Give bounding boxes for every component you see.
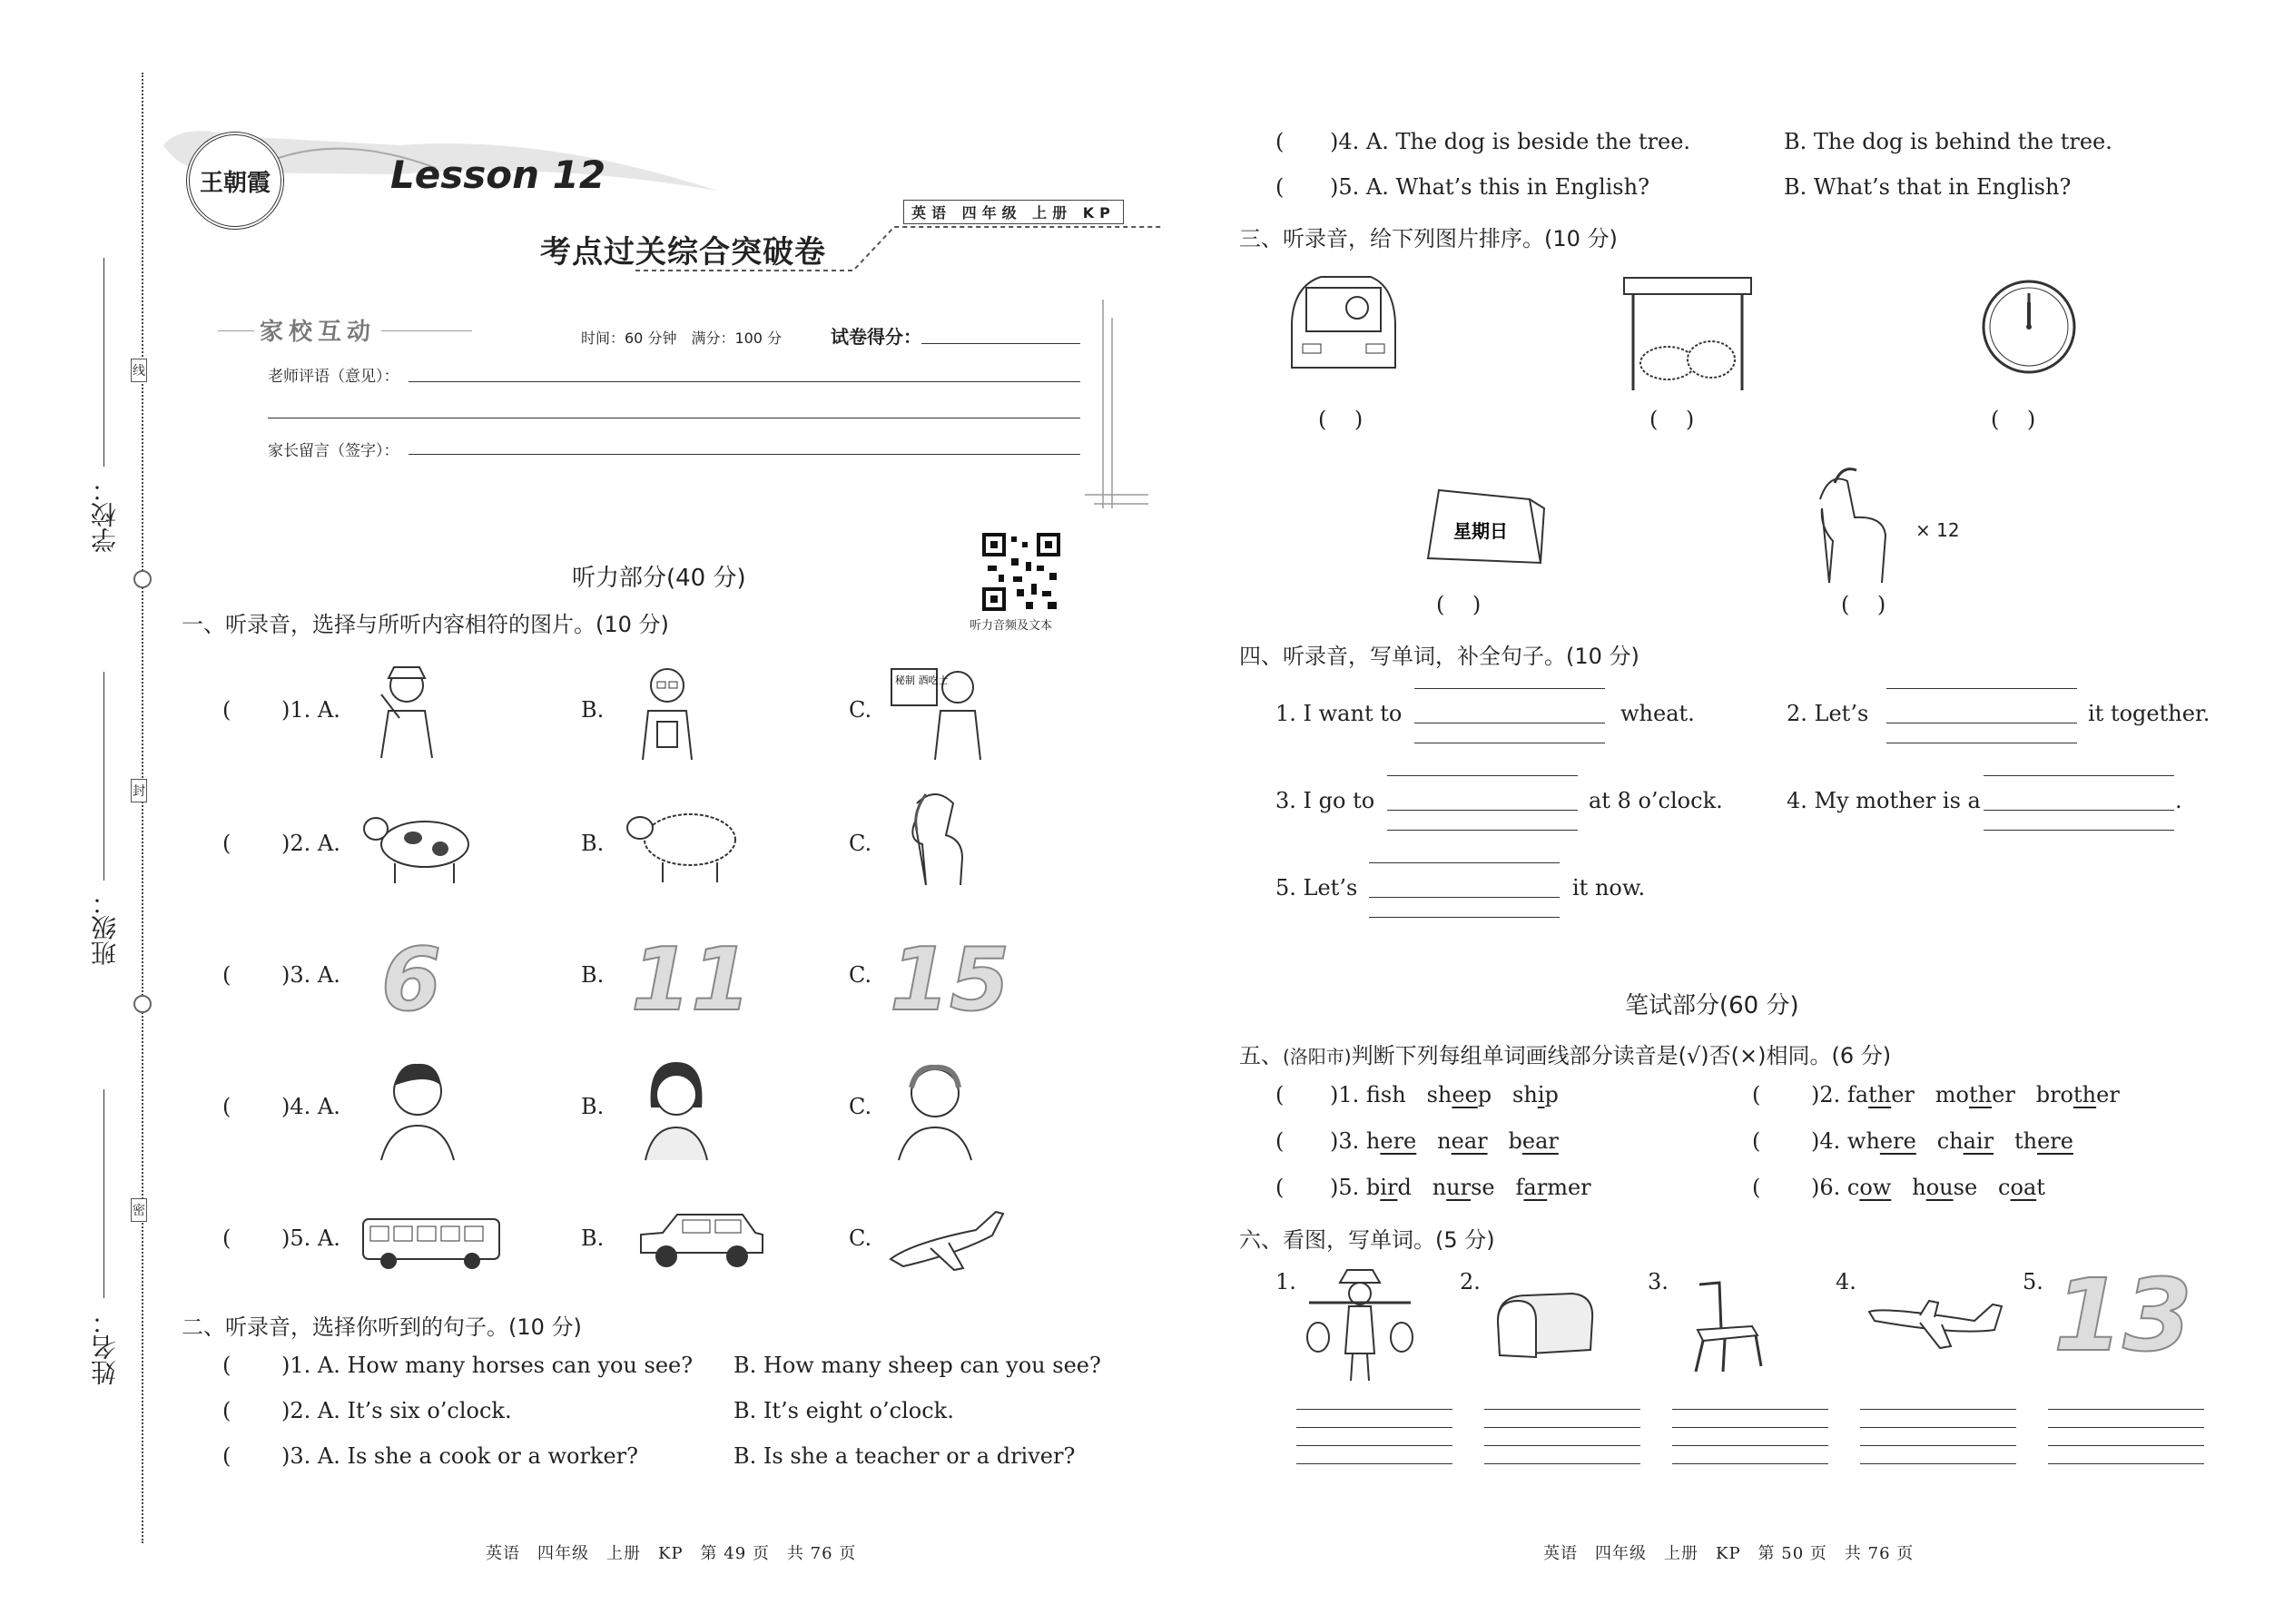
s3-blank-1[interactable]: ( ) — [1318, 407, 1364, 432]
s4-q5-post: it now. — [1572, 875, 1646, 901]
s4-q2-writing-line-1[interactable] — [1886, 688, 2077, 689]
s4-q1-post: wheat. — [1620, 701, 1695, 726]
s4-q5-writing-line-1[interactable] — [1369, 862, 1560, 863]
number-11-image: 11 — [631, 930, 752, 1030]
s2-q2-b[interactable]: B. It’s eight o’clock. — [733, 1398, 954, 1423]
s1-q3-c: C. — [849, 962, 872, 988]
farmer-image — [1305, 1266, 1414, 1384]
s4-q2-pre: 2. Let’s — [1787, 701, 1869, 726]
binding-dotted-line — [142, 73, 143, 1543]
woman-image — [631, 1053, 722, 1162]
teacher-image — [890, 658, 989, 763]
word: where — [1846, 1128, 1916, 1154]
teacher-comment-label: 老师评语（意见）： — [268, 368, 399, 386]
s2-q3-a[interactable]: )3. A. Is she a cook or a worker? — [281, 1443, 638, 1469]
s1-q3-b: B. — [581, 962, 605, 988]
name-label: 姓名： — [90, 1309, 120, 1385]
parent-note-field[interactable] — [409, 454, 1080, 455]
s2-q1-b[interactable]: B. How many sheep can you see? — [733, 1353, 1101, 1378]
subject-meta: 英语 四年级 上册 KP — [903, 200, 1124, 224]
s1-q5-b: B. — [581, 1225, 605, 1251]
s6-q2-line-3[interactable] — [1484, 1445, 1640, 1446]
s5-city: (洛阳市) — [1283, 1046, 1352, 1068]
calendar-image — [1421, 481, 1548, 567]
writing-title: 笔试部分(60 分) — [1625, 992, 1799, 1019]
s6-q1-line-2[interactable] — [1296, 1427, 1452, 1428]
s4-q3-post: at 8 o’clock. — [1589, 788, 1723, 813]
goat-count: × 12 — [1915, 519, 1960, 541]
airplane-image — [1866, 1284, 2011, 1357]
s6-q1-line-4[interactable] — [1296, 1463, 1452, 1464]
s5-q2 — [1811, 1082, 2120, 1107]
s3-blank-2[interactable]: ( ) — [1649, 407, 1695, 432]
s5-q1 — [1330, 1082, 1559, 1107]
bread-image — [1491, 1284, 1600, 1366]
s1-q1-bracket[interactable]: ( — [222, 697, 231, 723]
word: mother — [1935, 1082, 2015, 1107]
word: father — [1846, 1082, 1915, 1107]
s2-q5-a[interactable]: )5. A. What’s this in English? — [1330, 174, 1649, 200]
s6-q1-line-1[interactable] — [1296, 1409, 1452, 1410]
word: brother — [2035, 1082, 2120, 1107]
qr-caption: 听力音频及文本 — [970, 619, 1053, 633]
s6-q4-num: 4. — [1836, 1269, 1856, 1294]
s1-title: 一、听录音，选择与所听内容相符的图片。(10 分) — [182, 612, 669, 637]
number-6-image: 6 — [381, 930, 442, 1030]
word: farmer — [1515, 1175, 1591, 1200]
s6-q5-num: 5. — [2023, 1269, 2043, 1294]
binding-circle-1 — [133, 570, 152, 588]
s1-q1-c: C. — [849, 697, 872, 723]
s2-q1-bracket[interactable]: ( — [222, 1353, 231, 1378]
s5-q5 — [1330, 1175, 1591, 1200]
s4-q3-writing-line-2[interactable] — [1387, 810, 1578, 811]
word: cow — [1846, 1175, 1892, 1200]
parent-note-label: 家长留言（签字）： — [268, 442, 399, 460]
s1-q3-bracket[interactable]: ( — [222, 962, 231, 988]
chair-image — [1679, 1275, 1770, 1375]
word: near — [1437, 1128, 1488, 1154]
s4-q3-writing-line-3[interactable] — [1387, 830, 1578, 831]
s5-q2-num: )2. — [1811, 1082, 1841, 1107]
s3-blank-5[interactable]: ( ) — [1841, 592, 1886, 617]
s6-q5-line-1[interactable] — [2048, 1409, 2204, 1410]
nurse-image — [363, 658, 445, 763]
word: bird — [1365, 1175, 1412, 1200]
exam-subtitle: 考点过关综合突破卷 — [540, 234, 826, 271]
s4-q4-pre: 4. My mother is a — [1787, 788, 1981, 813]
s2-q4-bracket[interactable]: ( — [1275, 129, 1285, 154]
s4-q1-pre: 1. I want to — [1275, 701, 1403, 726]
name-field[interactable] — [103, 1089, 104, 1298]
word: fsh — [1365, 1082, 1406, 1107]
s4-q5-writing-line-2[interactable] — [1369, 897, 1560, 898]
s5-title-text: 判断下列每组单词画线部分读音是(√)否(×)相同。(6 分) — [1351, 1043, 1892, 1068]
word: sheep — [1426, 1082, 1492, 1107]
s6-q3-line-4[interactable] — [1672, 1463, 1828, 1464]
brand-logo — [186, 132, 284, 230]
horse-image — [890, 785, 980, 890]
s6-q4-line-4[interactable] — [1860, 1463, 2016, 1464]
car-driver-image — [1285, 268, 1403, 377]
s1-q4-b: B. — [581, 1094, 605, 1119]
home-school-title: 家校互动 — [254, 313, 381, 347]
number-15-image: 15 — [890, 930, 1010, 1030]
s1-q4-num: )4. A. — [281, 1094, 340, 1119]
binding-tag-line: 线 — [131, 359, 147, 382]
s2-q2-a[interactable]: )2. A. It’s six o’clock. — [281, 1398, 512, 1423]
s6-q1-num: 1. — [1275, 1269, 1296, 1294]
word: nurse — [1432, 1175, 1495, 1200]
score-label: 试卷得分： — [831, 326, 921, 348]
s1-q2-c: C. — [849, 831, 872, 856]
s5-q6 — [1811, 1175, 2045, 1200]
s6-q3-num: 3. — [1648, 1269, 1669, 1294]
s5-title-prefix: 五、 — [1239, 1043, 1283, 1068]
bus-image — [361, 1212, 507, 1275]
word: house — [1912, 1175, 1978, 1200]
s1-q4-c: C. — [849, 1094, 872, 1119]
s5-q6-num: )6. — [1811, 1175, 1841, 1200]
s5-title — [1239, 1038, 1891, 1069]
s4-q4-post: . — [2175, 788, 2182, 813]
man-image — [372, 1053, 463, 1162]
s6-q4-line-3[interactable] — [1860, 1445, 2016, 1446]
plane-image — [885, 1203, 1012, 1275]
s2-title: 二、听录音，选择你听到的句子。(10 分) — [182, 1314, 582, 1340]
s2-q4-a[interactable]: )4. A. The dog is beside the tree. — [1330, 129, 1691, 154]
class-label: 班级： — [90, 890, 120, 966]
qr-code[interactable] — [980, 531, 1062, 613]
s1-q5-bracket[interactable]: ( — [222, 1225, 231, 1251]
s4-q4-writing-line-3[interactable] — [1984, 830, 2174, 831]
s1-q2-b: B. — [581, 831, 605, 856]
old-man-image — [890, 1053, 980, 1162]
word: here — [1365, 1128, 1417, 1154]
s5-q4-num: )4. — [1811, 1128, 1841, 1154]
s4-q3-pre: 3. I go to — [1275, 788, 1375, 813]
s2-q2-bracket[interactable]: ( — [222, 1398, 231, 1423]
s5-q5-bracket[interactable]: ( — [1275, 1175, 1285, 1200]
s1-q1-num: )1. A. — [281, 697, 340, 723]
s5-q6-bracket[interactable]: ( — [1752, 1175, 1761, 1200]
s1-q5-num: )5. A. — [281, 1225, 340, 1251]
goat-image — [1802, 463, 1902, 590]
s3-blank-4[interactable]: ( ) — [1436, 592, 1482, 617]
s4-q1-writing-line-1[interactable] — [1414, 688, 1605, 689]
s1-q1-b: B. — [581, 697, 605, 723]
footer-right: 英语 四年级 上册 KP 第 50 页 共 76 页 — [1543, 1544, 1915, 1563]
s1-q3-num: )3. A. — [281, 962, 340, 988]
s2-q3-bracket[interactable]: ( — [222, 1443, 231, 1469]
word: chair — [1936, 1128, 1994, 1154]
s5-q5-num: )5. — [1330, 1175, 1360, 1200]
s6-q2-line-2[interactable] — [1484, 1427, 1640, 1428]
score-field[interactable] — [921, 343, 1080, 344]
s6-q4-line-2[interactable] — [1860, 1427, 2016, 1428]
binding-circle-2 — [133, 995, 152, 1013]
s2-q5-b[interactable]: B. What’s that in English? — [1784, 174, 2072, 200]
s3-blank-3[interactable]: ( ) — [1991, 407, 2036, 432]
home-school-box — [218, 313, 472, 349]
s1-q2-bracket[interactable]: ( — [222, 831, 231, 856]
s6-q5-line-3[interactable] — [2048, 1445, 2204, 1446]
s2-q5-bracket[interactable]: ( — [1275, 174, 1285, 200]
listening-title: 听力部分(40 分) — [572, 565, 746, 592]
s6-q5-line-4[interactable] — [2048, 1463, 2204, 1464]
binding-tag-tight: 密 — [131, 1198, 147, 1222]
s6-q2-line-1[interactable] — [1484, 1409, 1640, 1410]
tigers-under-table-image — [1620, 272, 1757, 395]
s2-q1-a[interactable]: )1. A. How many horses can you see? — [281, 1353, 694, 1378]
word: coat — [1998, 1175, 2045, 1200]
teacher-comment-field[interactable] — [409, 381, 1080, 382]
lesson-title: Lesson 12 — [390, 153, 606, 197]
s2-q4-b[interactable]: B. The dog is behind the tree. — [1784, 129, 2112, 154]
teacher-board-text: 秘制 酒吃士 — [895, 674, 949, 686]
word: bear — [1508, 1128, 1559, 1154]
s6-q2-line-4[interactable] — [1484, 1463, 1640, 1464]
s5-q3 — [1330, 1128, 1559, 1154]
s6-q3-line-3[interactable] — [1672, 1445, 1828, 1446]
number-13-image: 13 — [2053, 1257, 2193, 1373]
s4-q4-writing-line-2[interactable] — [1984, 810, 2174, 811]
word: ship — [1512, 1082, 1559, 1107]
s6-q5-line-2[interactable] — [2048, 1427, 2204, 1428]
calendar-text: 星期日 — [1453, 520, 1508, 542]
s6-q1-line-3[interactable] — [1296, 1445, 1452, 1446]
time-score: 时间：60 分钟 满分：100 分 — [581, 330, 783, 347]
doctor-image — [626, 658, 708, 767]
s6-q2-num: 2. — [1460, 1269, 1481, 1294]
s2-q3-b[interactable]: B. Is she a teacher or a driver? — [733, 1443, 1076, 1469]
clock-image — [1979, 277, 2079, 377]
s5-q1-bracket[interactable]: ( — [1275, 1082, 1285, 1107]
class-field[interactable] — [103, 672, 104, 881]
s4-q5-writing-line-3[interactable] — [1369, 917, 1560, 918]
s5-q3-bracket[interactable]: ( — [1275, 1128, 1285, 1154]
s5-q2-bracket[interactable]: ( — [1752, 1082, 1761, 1107]
s6-title: 六、看图，写单词。(5 分) — [1239, 1227, 1495, 1253]
header-corner-lines — [1085, 300, 1157, 517]
s4-title: 四、听录音，写单词，补全句子。(10 分) — [1239, 644, 1639, 669]
s4-q4-writing-line-1[interactable] — [1984, 775, 2174, 776]
s5-q4-bracket[interactable]: ( — [1752, 1128, 1761, 1154]
s6-q3-line-2[interactable] — [1672, 1427, 1828, 1428]
s4-q3-writing-line-1[interactable] — [1387, 775, 1578, 776]
school-label: 学校： — [90, 477, 120, 553]
brand-logo-text: 王朝霞 — [199, 169, 271, 197]
s1-q2-num: )2. A. — [281, 831, 340, 856]
s5-q1-num: )1. — [1330, 1082, 1360, 1107]
jeep-image — [635, 1207, 767, 1275]
s4-q5-pre: 5. Let’s — [1275, 875, 1358, 901]
s6-q3-line-1[interactable] — [1672, 1409, 1828, 1410]
s4-q2-post: it together. — [2088, 701, 2210, 726]
cow-image — [363, 803, 481, 885]
s3-title: 三、听录音，给下列图片排序。(10 分) — [1239, 226, 1618, 251]
school-field[interactable] — [103, 258, 104, 467]
word: there — [2013, 1128, 2073, 1154]
sheep-image — [622, 799, 740, 885]
s1-q5-c: C. — [849, 1225, 872, 1251]
footer-left: 英语 四年级 上册 KP 第 49 页 共 76 页 — [486, 1544, 857, 1563]
s5-q4 — [1811, 1128, 2073, 1154]
s1-q4-bracket[interactable]: ( — [222, 1094, 231, 1119]
binding-tag-seal: 封 — [131, 779, 147, 802]
s6-q4-line-1[interactable] — [1860, 1409, 2016, 1410]
s5-q3-num: )3. — [1330, 1128, 1360, 1154]
